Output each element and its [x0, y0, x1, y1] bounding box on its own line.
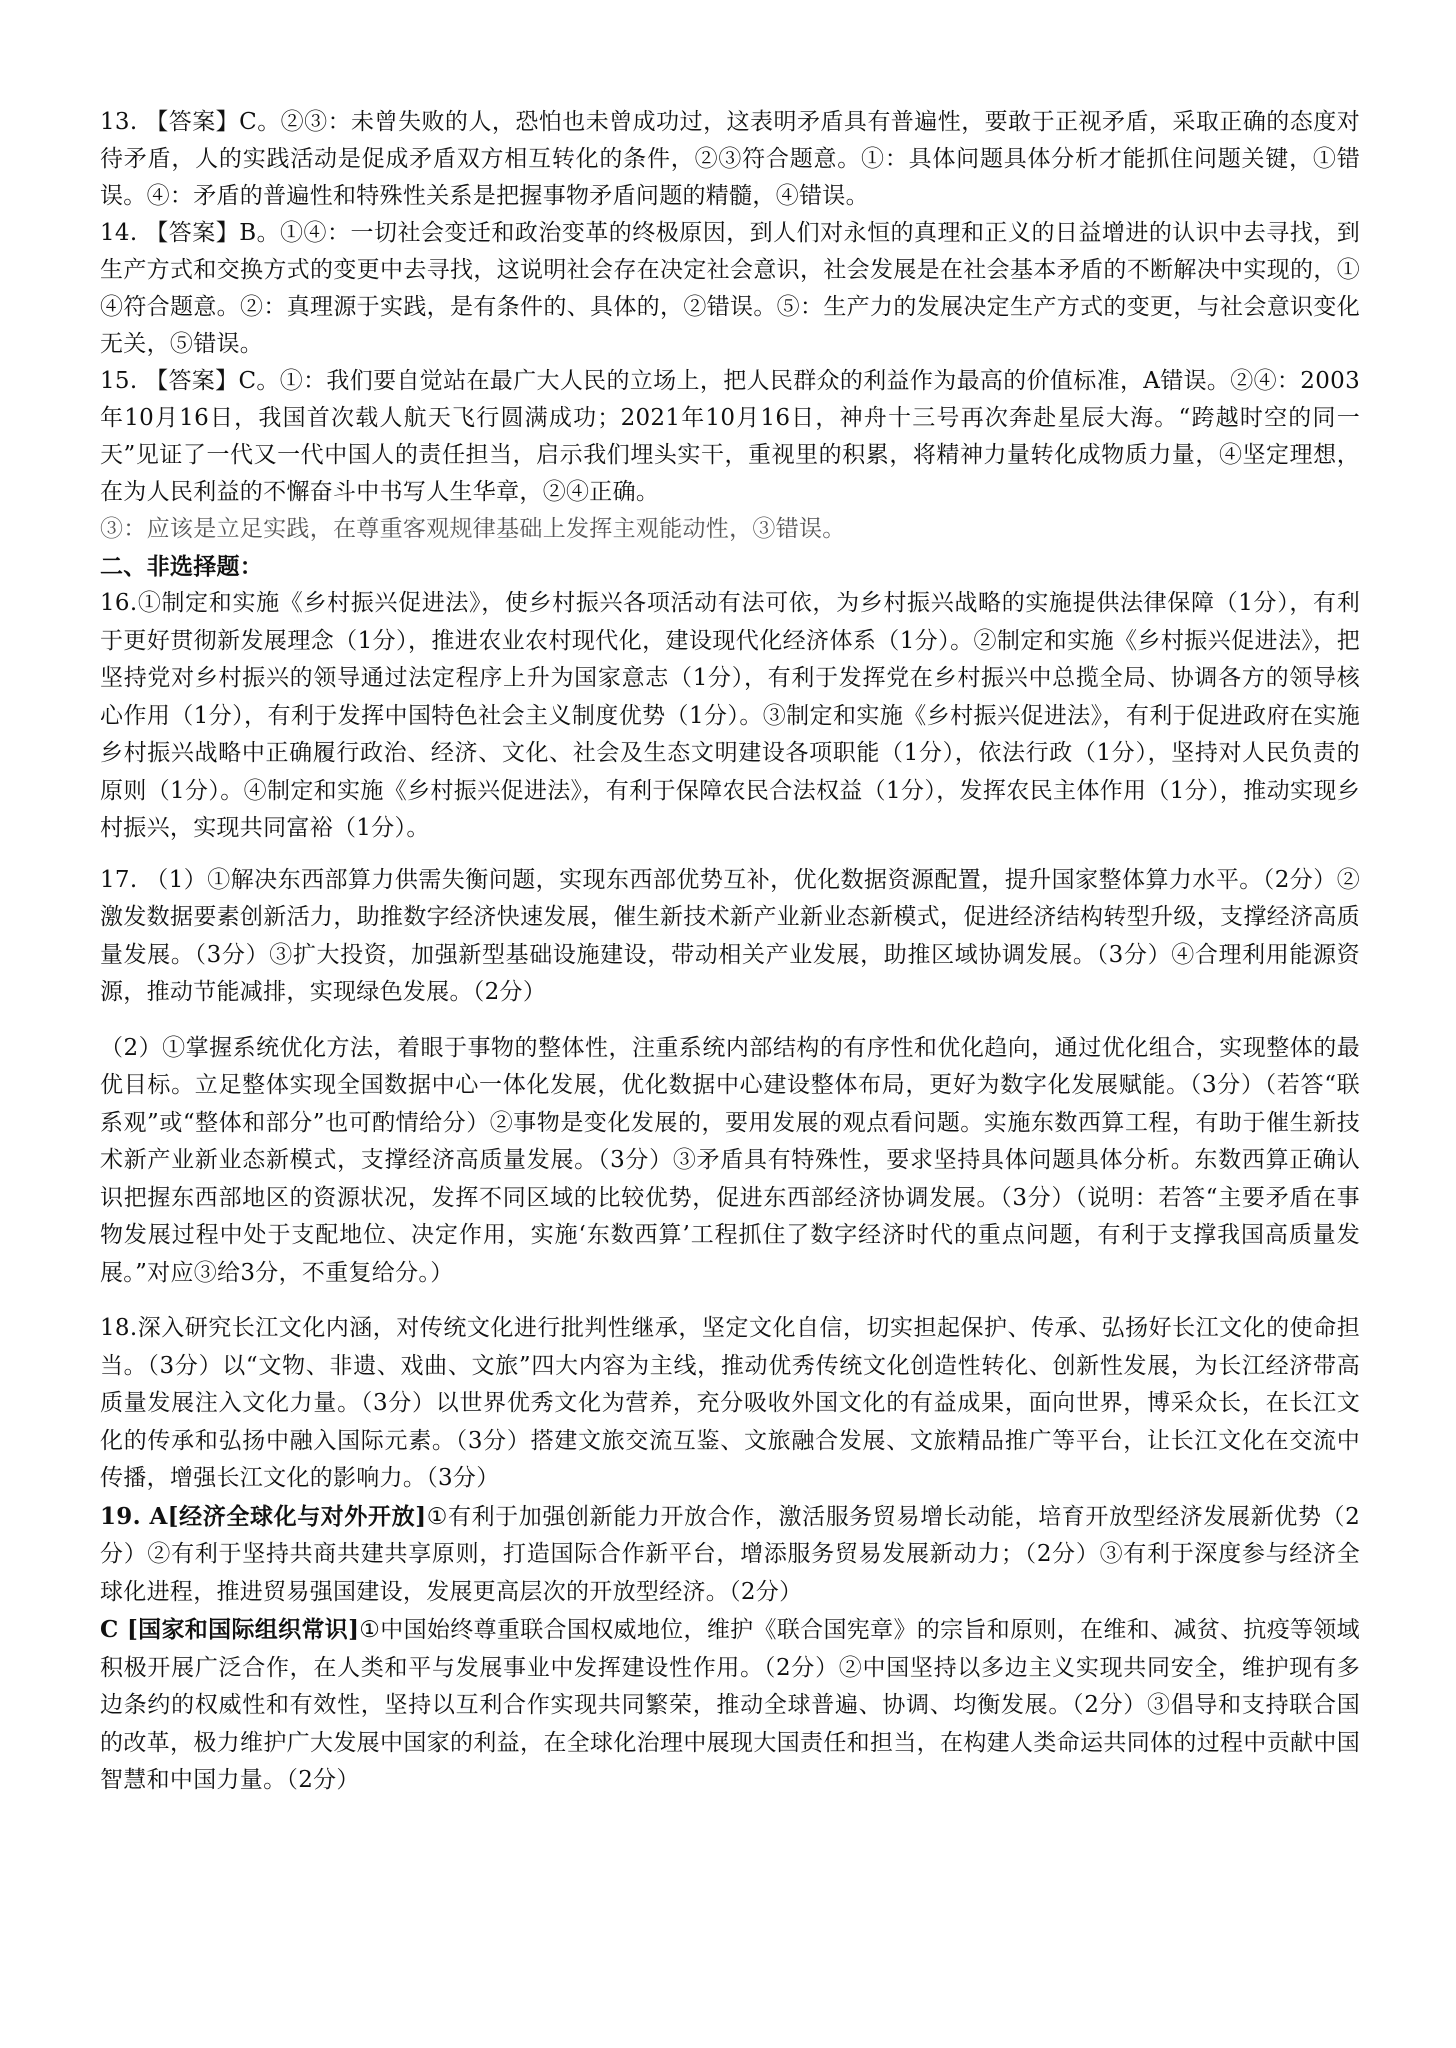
- answer-q16: 16.①制定和实施《乡村振兴促进法》，使乡村振兴各项活动有法可依，为乡村振兴战略的实施提供法律保障（1分），有利于更好贯彻新发展理念（1分），推进农业农村现代化，建设现代化经济体系（1分）。②制定和实施《乡村振兴促进法》，把坚持党对乡村振兴的领导通过法定程序上升为国家意志（1分），有利于发挥党在乡村振兴中总揽全局、协调各方的领导核心作用（1分），有利于发挥中国特色社会主义制度优势（1分）。③制定和实施《乡村振兴促进法》，有利于促进政府在实施乡村振兴战略中正确履行政治、经济、文化、社会及生态文明建设各项职能（1分），依法行政（1分），坚持对人民负责的原则（1分）。④制定和实施《乡村振兴促进法》，有利于保障农民合法权益（1分），发挥农民主体作用（1分），推动实现乡村振兴，实现共同富裕（1分）。: [100, 590, 1360, 841]
- answer-q15: 15. 【答案】C。①：我们要自觉站在最广大人民的立场上，把人民群众的利益作为最高的价值标准，A错误。②④：2003年10月16日，我国首次载人航天飞行圆满成功；2021年10月16日，神舟十三号再次奔赴星辰大海。“跨越时空的同一天”见证了一代又一代中国人的责任担当，启示我们埋头实干，重视里的积累，将精神力量转化成物质力量，④坚定理想，在为人民利益的不懈奋斗中书写人生华章，②④正确。: [100, 368, 1360, 505]
- answer-q15-note: ③：应该是立足实践，在尊重客观规律基础上发挥主观能动性，③错误。: [100, 516, 846, 542]
- answer-q19a-label: 19. A[经济全球化与对外开放]: [100, 1502, 427, 1530]
- answer-q17-part2: （2）①掌握系统优化方法，着眼于事物的整体性，注重系统内部结构的有序性和优化趋向，通过优化组合，实现整体的最优目标。立足整体实现全国数据中心一体化发展，优化数据中心建设整体布局，更好为数字化发展赋能。（3分）（若答“联系观”或“整体和部分”也可酌情给分）②事物是变化发展的，要用发展的观点看问题。实施东数西算工程，有助于催生新技术新产业新业态新模式，支撑经济高质量发展。（3分）③矛盾具有特殊性，要求坚持具体问题具体分析。东数西算正确认识把握东西部地区的资源状况，发挥不同区域的比较优势，促进东西部经济协调发展。（3分）（说明：若答“主要矛盾在事物发展过程中处于支配地位、决定作用，实施‘东数西算’工程抓住了数字经济时代的重点问题，有利于支撑我国高质量发展。”对应③给3分，不重复给分。）: [100, 1034, 1360, 1286]
- answer-q19a: [100, 1498, 1360, 1612]
- answer-q19c: [100, 1611, 1360, 1800]
- answer-q19a-text: ①有利于加强创新能力开放合作，激活服务贸易增长动能，培育开放型经济发展新优势（2分）②有利于坚持共商共建共享原则，打造国际合作新平台，增添服务贸易发展新动力；（2分）③有利于深度参与经济全球化进程，推进贸易强国建设，发展更高层次的开放型经济。（2分）: [100, 1503, 1360, 1605]
- answer-q19c-text: ①中国始终尊重联合国权威地位，维护《联合国宪章》的宗旨和原则，在维和、减贫、抗疫等领域积极开展广泛合作，在人类和平与发展事业中发挥建设性作用。（2分）②中国坚持以多边主义实现共同安全，维护现有多边条约的权威性和有效性，坚持以互利合作实现共同繁荣，推动全球普遍、协调、均衡发展。（2分）③倡导和支持联合国的改革，极力维护广大发展中国家的利益，在全球化治理中展现大国责任和担当，在构建人类命运共同体的过程中贡献中国智慧和中国力量。（2分）: [100, 1617, 1360, 1793]
- answer-sheet: [100, 104, 1360, 1800]
- answer-q19c-label: C [国家和国际组织常识]: [100, 1616, 360, 1643]
- section-2-title: 二、非选择题：: [100, 553, 264, 580]
- answer-q13: 13. 【答案】C。②③：未曾失败的人，恐怕也未曾成功过，这表明矛盾具有普遍性，要敢于正视矛盾，采取正确的态度对待矛盾，人的实践活动是促成矛盾双方相互转化的条件，②③符合题意。①：具体问题具体分析才能抓住问题关键，①错误。④：矛盾的普遍性和特殊性关系是把握事物矛盾问题的精髓，④错误。: [100, 109, 1360, 209]
- answer-q14: 14. 【答案】B。①④：一切社会变迁和政治变革的终极原因，到人们对永恒的真理和正义的日益增进的认识中去寻找，到生产方式和交换方式的变更中去寻找，这说明社会存在决定社会意识，社会发展是在社会基本矛盾的不断解决中实现的，①④符合题意。②：真理源于实践，是有条件的、具体的，②错误。⑤：生产力的发展决定生产方式的变更，与社会意识变化无关，⑤错误。: [100, 220, 1360, 357]
- answer-q18: 18.深入研究长江文化内涵，对传统文化进行批判性继承，坚定文化自信，切实担起保护、传承、弘扬好长江文化的使命担当。（3分）以“文物、非遗、戏曲、文旅”四大内容为主线，推动优秀传统文化创造性转化、创新性发展，为长江经济带高质量发展注入文化力量。（3分）以世界优秀文化为营养，充分吸收外国文化的有益成果，面向世界，博采众长，在长江文化的传承和弘扬中融入国际元素。（3分）搭建文旅交流互鉴、文旅融合发展、文旅精品推广等平台，让长江文化在交流中传播，增强长江文化的影响力。（3分）: [100, 1315, 1360, 1491]
- answer-q17-part1: 17. （1）①解决东西部算力供需失衡问题，实现东西部优势互补，优化数据资源配置，提升国家整体算力水平。（2分）②激发数据要素创新活力，助推数字经济快速发展，催生新技术新产业新业态新模式，促进经济结构转型升级，支撑经济高质量发展。（3分）③扩大投资，加强新型基础设施建设，带动相关产业发展，助推区域协调发展。（3分）④合理利用能源资源，推动节能减排，实现绿色发展。（2分）: [100, 866, 1360, 1005]
